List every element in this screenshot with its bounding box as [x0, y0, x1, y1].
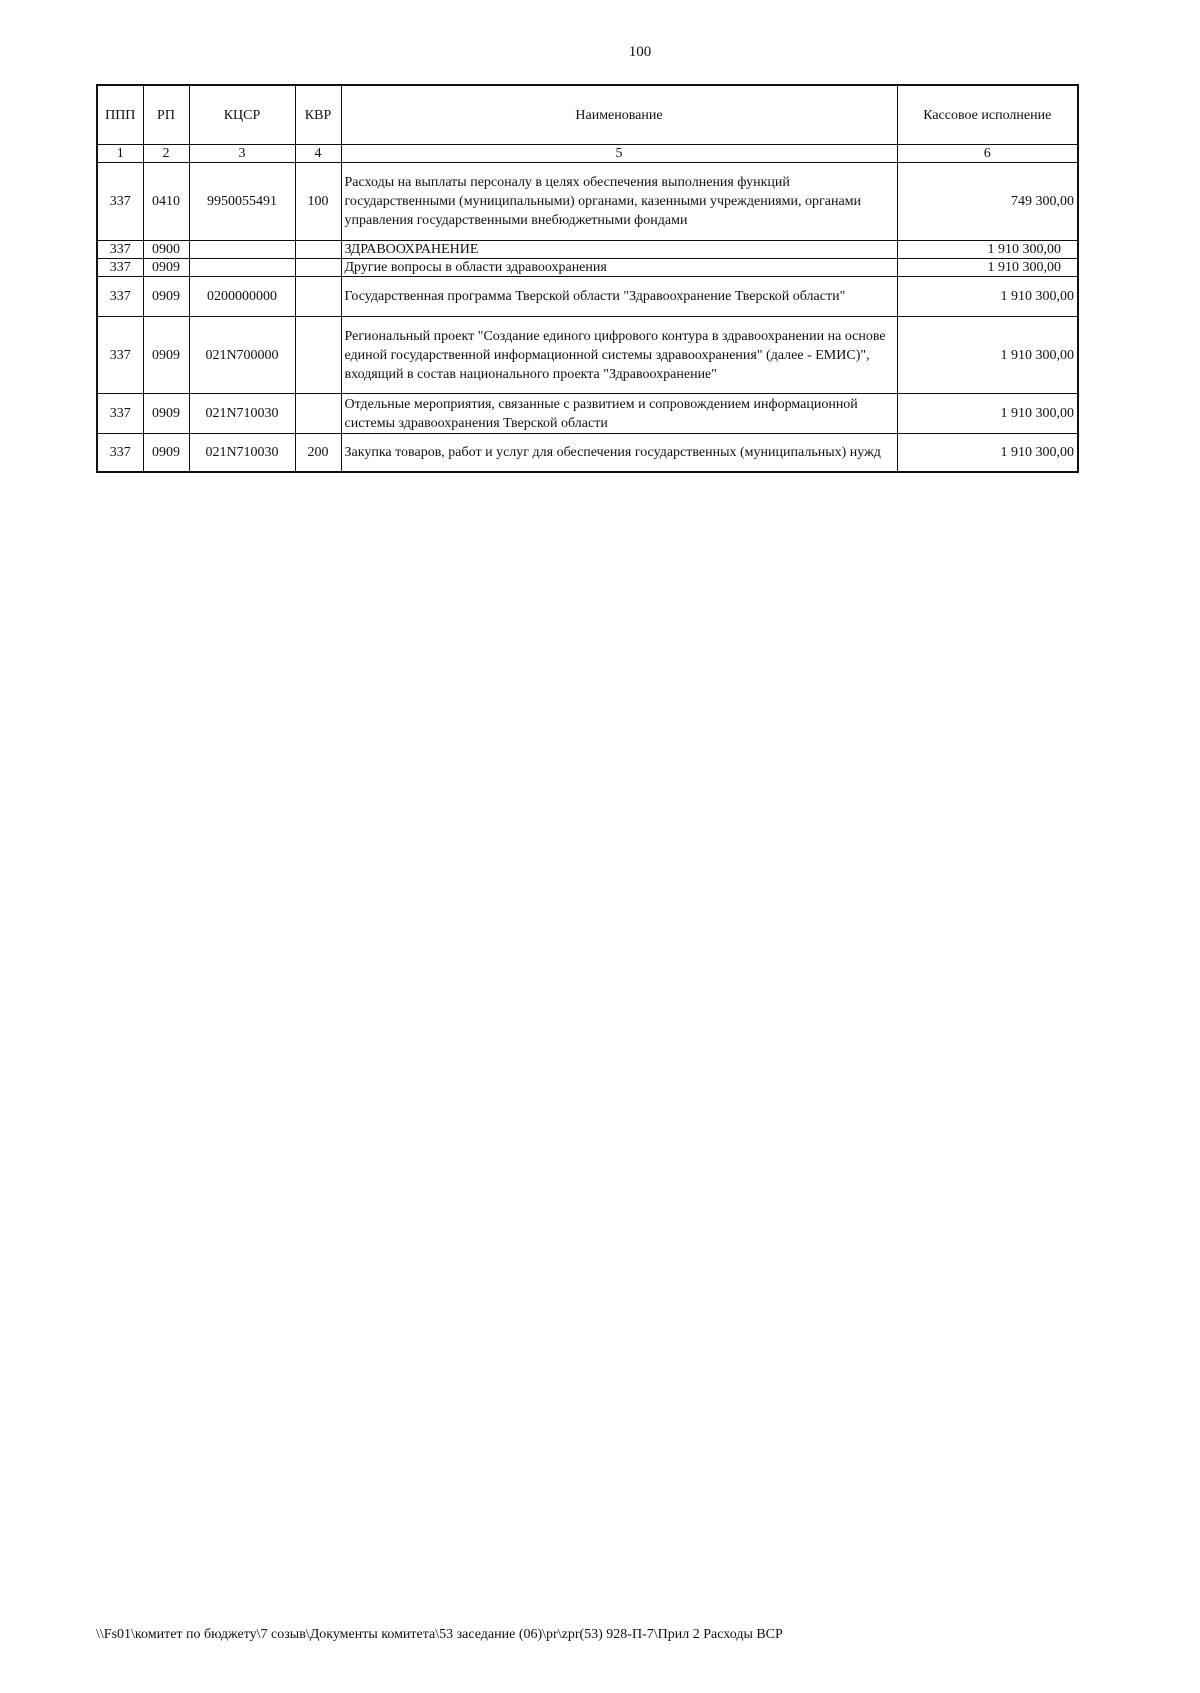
cell-kcsr: 0200000000 — [189, 277, 295, 317]
header-name: Наименование — [341, 85, 897, 145]
cell-ppp: 337 — [97, 163, 143, 241]
cell-rp: 0900 — [143, 241, 189, 259]
table-row — [97, 434, 1078, 472]
column-number: 4 — [295, 145, 341, 163]
cell-name: Региональный проект "Создание единого цифрового контура в здравоохранении на основе единой государственной информационной системы здравоохранения" (далее - ЕМИС)", входящий в состав национального проекта "Здравоохранение" — [341, 317, 897, 394]
cell-kvr — [295, 277, 341, 317]
cell-amount: 1 910 300,00 — [897, 434, 1078, 472]
table-row — [97, 317, 1078, 394]
cell-kvr — [295, 241, 341, 259]
column-number: 5 — [341, 145, 897, 163]
cell-rp: 0909 — [143, 259, 189, 277]
cell-ppp: 337 — [97, 434, 143, 472]
column-number-row — [97, 145, 1078, 163]
header-kcsr: КЦСР — [189, 85, 295, 145]
cell-ppp: 337 — [97, 241, 143, 259]
cell-kcsr — [189, 241, 295, 259]
table-row — [97, 394, 1078, 434]
expenditure-table — [96, 84, 1079, 473]
cell-rp: 0909 — [143, 394, 189, 434]
cell-amount: 1 910 300,00 — [897, 317, 1078, 394]
column-number: 3 — [189, 145, 295, 163]
cell-kvr — [295, 259, 341, 277]
header-kvr: КВР — [295, 85, 341, 145]
cell-kvr: 200 — [295, 434, 341, 472]
table-header-row — [97, 85, 1078, 145]
cell-amount: 1 910 300,00 — [897, 277, 1078, 317]
cell-name: Расходы на выплаты персоналу в целях обеспечения выполнения функций государственными (муниципальными) органами, казенными учреждениями, органами управления государственными внебюджетными фондами — [341, 163, 897, 241]
table-row — [97, 241, 1078, 259]
table-row — [97, 277, 1078, 317]
column-number: 2 — [143, 145, 189, 163]
cell-ppp: 337 — [97, 394, 143, 434]
table-row — [97, 163, 1078, 241]
header-rp: РП — [143, 85, 189, 145]
cell-name: Отдельные мероприятия, связанные с развитием и сопровождением информационной системы здравоохранения Тверской области — [341, 394, 897, 434]
cell-amount: 749 300,00 — [897, 163, 1078, 241]
cell-rp: 0909 — [143, 317, 189, 394]
column-number: 1 — [97, 145, 143, 163]
table-row — [97, 259, 1078, 277]
cell-amount: 1 910 300,00 — [897, 241, 1078, 259]
cell-rp: 0410 — [143, 163, 189, 241]
cell-ppp: 337 — [97, 317, 143, 394]
cell-amount: 1 910 300,00 — [897, 259, 1078, 277]
cell-name: Другие вопросы в области здравоохранения — [341, 259, 897, 277]
column-number: 6 — [897, 145, 1078, 163]
cell-name: ЗДРАВООХРАНЕНИЕ — [341, 241, 897, 259]
cell-kvr — [295, 394, 341, 434]
cell-name: Закупка товаров, работ и услуг для обеспечения государственных (муниципальных) нужд — [341, 434, 897, 472]
header-ppp: ППП — [97, 85, 143, 145]
cell-kcsr: 021N710030 — [189, 394, 295, 434]
cell-kvr — [295, 317, 341, 394]
cell-kcsr — [189, 259, 295, 277]
header-amount: Кассовое исполнение — [897, 85, 1078, 145]
cell-amount: 1 910 300,00 — [897, 394, 1078, 434]
cell-ppp: 337 — [97, 259, 143, 277]
cell-kcsr: 9950055491 — [189, 163, 295, 241]
cell-rp: 0909 — [143, 277, 189, 317]
cell-kcsr: 021N710030 — [189, 434, 295, 472]
file-path-footer: \\Fs01\комитет по бюджету\7 созыв\Документы комитета\53 заседание (06)\pr\zpr(53) 928-П-7\Прил 2 Расходы ВСР — [96, 1627, 783, 1642]
cell-name: Государственная программа Тверской области "Здравоохранение Тверской области" — [341, 277, 897, 317]
cell-kcsr: 021N700000 — [189, 317, 295, 394]
cell-kvr: 100 — [295, 163, 341, 241]
page-number: 100 — [628, 44, 652, 60]
cell-ppp: 337 — [97, 277, 143, 317]
cell-rp: 0909 — [143, 434, 189, 472]
